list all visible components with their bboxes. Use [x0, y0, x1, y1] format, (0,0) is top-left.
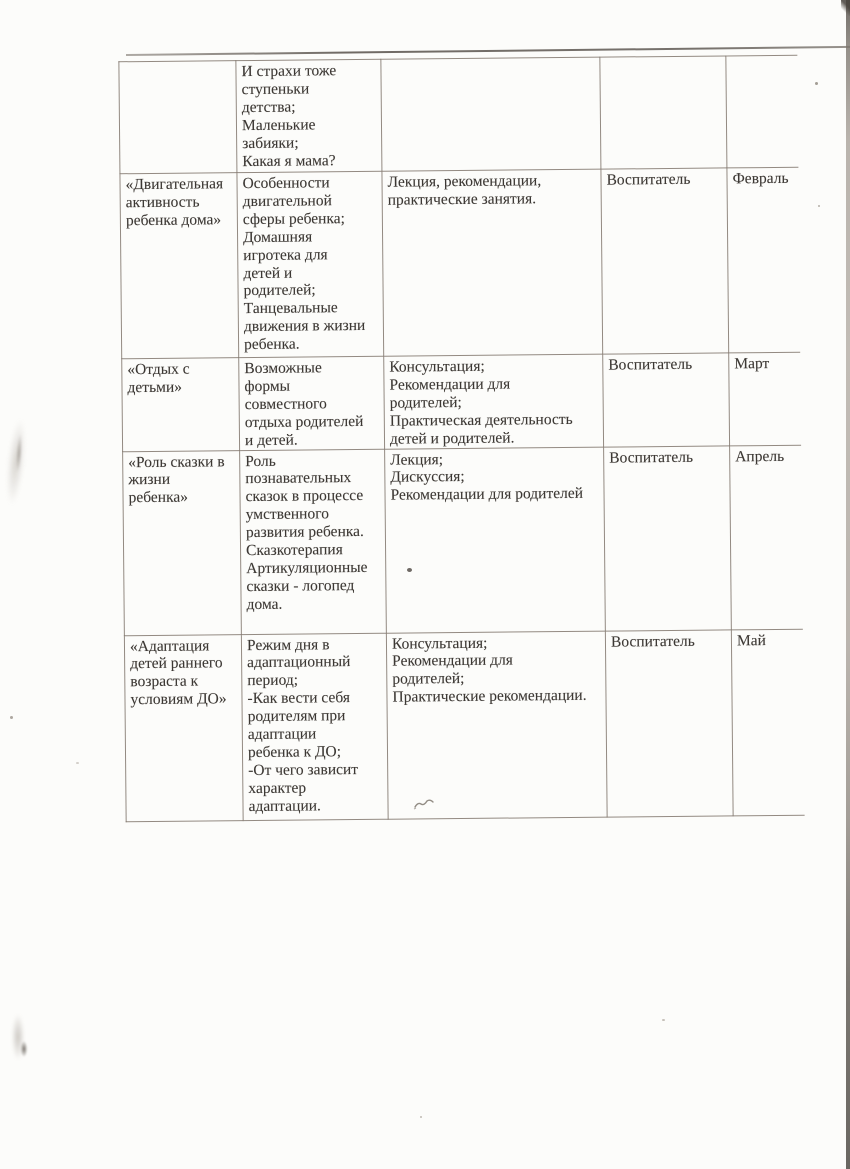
cell-content: Режим дня в адаптационный период; -Как вести себя родителям при адаптации ребенка к ДО; -От чего зависит характер адаптации.: [241, 633, 388, 820]
cell-content: Роль познавательных сказок в процессе умственного развития ребенка. Сказкотерапия Артикуляционные сказки - логопед дома.: [240, 449, 387, 634]
cell-content: И страхи тоже ступеньки детства; Маленькие забияки; Какая я мама?: [236, 59, 382, 172]
plan-table-wrap: [118, 55, 804, 822]
cell-responsible: Воспитатель: [603, 353, 730, 447]
scan-artifact-speck: [10, 716, 13, 719]
cell-forms: Консультация; Рекомендации для родителей; Практические рекомендации.: [386, 631, 607, 819]
scan-artifact-speck: [818, 205, 820, 207]
cell-topic: [119, 61, 237, 174]
cell-topic: «Двигательная активность ребенка дома»: [120, 173, 239, 359]
scan-artifact-speck: [420, 1116, 422, 1118]
cell-forms: Лекция; Дискуссия; Рекомендации для родителей: [385, 447, 606, 633]
cell-responsible: Воспитатель: [604, 445, 732, 630]
cell-responsible: Воспитатель: [601, 168, 729, 354]
scan-artifact-page-edge: [846, 0, 850, 1169]
cell-responsible: Воспитатель: [605, 629, 733, 816]
table-row: [123, 445, 803, 635]
cell-topic: «Адаптация детей раннего возраста к условиям ДО»: [124, 634, 243, 821]
cell-month: [726, 55, 798, 168]
parent-work-plan-table: [118, 55, 804, 822]
cell-month: Март: [729, 352, 801, 445]
scan-artifact-pencil-scribble: [413, 796, 439, 810]
scan-artifact-speck: [662, 1019, 665, 1021]
table-row: [124, 629, 804, 821]
cell-forms: Лекция, рекомендации, практические занятия.: [382, 169, 603, 356]
table-row: [119, 55, 798, 174]
cell-content: Возможные формы совместного отдыха родителей и детей.: [239, 356, 385, 450]
scan-artifact-speck: [76, 762, 79, 764]
cell-forms: Консультация; Рекомендации для родителей; Практическая деятельность детей и родителей.: [384, 354, 604, 449]
cell-topic: «Роль сказки в жизни ребенка»: [123, 450, 242, 635]
scan-artifact-speck: [815, 82, 818, 85]
scan-artifact-smudge: [20, 1040, 28, 1058]
cell-responsible: [600, 56, 727, 169]
cell-topic: «Отдых с детьми»: [122, 358, 240, 452]
table-row: [120, 167, 800, 358]
scan-artifact-ink-dot: [407, 568, 412, 572]
cell-month: Апрель: [730, 445, 803, 630]
cell-forms: [381, 57, 601, 171]
cell-content: Особенности двигательной сферы ребенка; Домашняя игротека для детей и родителей; Танцевальные движения в жизни ребенка.: [237, 171, 384, 357]
cell-month: Май: [731, 629, 804, 816]
table-row: [122, 352, 801, 451]
scan-artifact-corner-shadow: [841, 0, 850, 16]
cell-month: Февраль: [727, 167, 800, 353]
